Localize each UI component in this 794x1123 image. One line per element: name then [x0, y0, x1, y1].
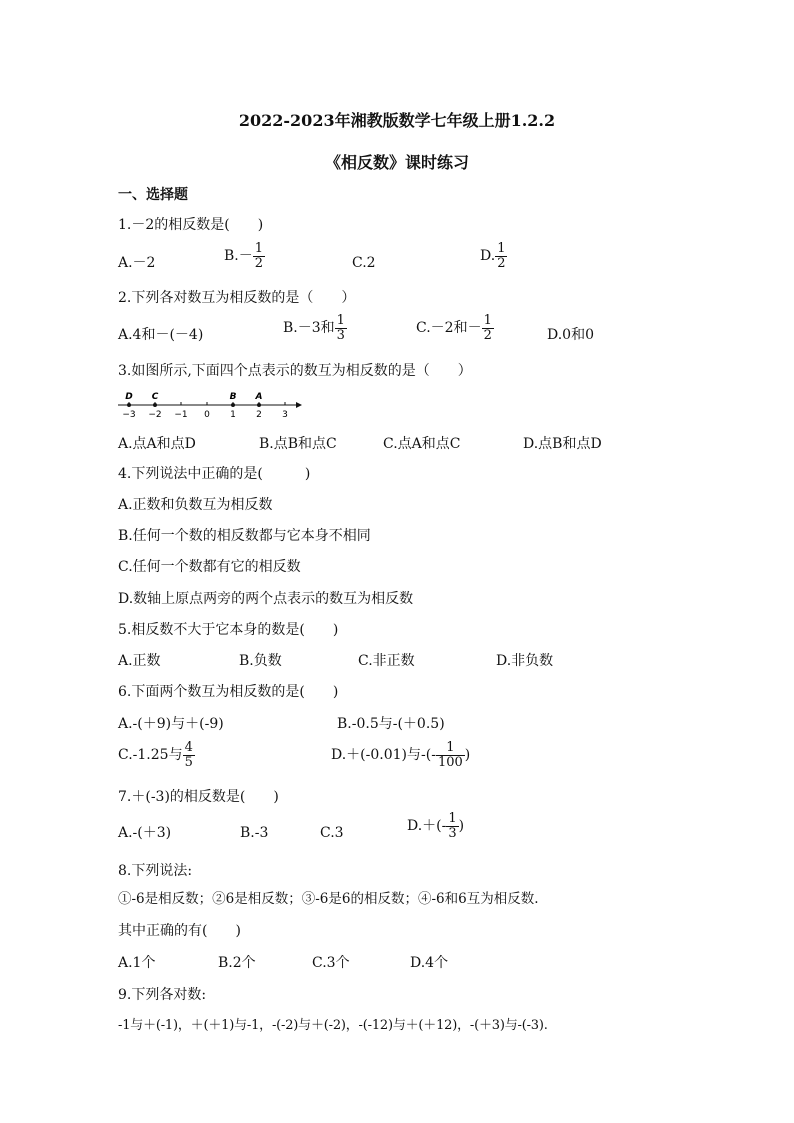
fraction-denominator: 3	[448, 825, 457, 841]
q8-ask: 其中正确的有( )	[118, 923, 241, 939]
q2-option-d: D.0和0	[547, 327, 594, 343]
number-line-point	[127, 403, 131, 407]
q5-option-d: D.非负数	[496, 653, 554, 669]
q3-option-c: C.点A和点C	[383, 436, 461, 452]
q9-stem: 9.下列各对数:	[118, 987, 207, 1003]
q4-option-c: C.任何一个数都有它的相反数	[118, 559, 301, 575]
q7-option-d	[407, 812, 464, 840]
q3-option-d: D.点B和点D	[523, 436, 602, 452]
fraction-denominator: 2	[497, 255, 506, 271]
q7-option-c: C.3	[320, 825, 344, 841]
q1-option-d	[480, 242, 507, 270]
q6-option-d-fraction	[436, 741, 465, 769]
q2-option-c-fraction	[482, 314, 494, 342]
q2-option-b-prefix: B.－3和	[283, 320, 335, 337]
fraction-denominator: 2	[483, 327, 492, 343]
fraction-numerator: 4	[184, 740, 193, 755]
q1-option-b-prefix: B.－	[224, 248, 253, 265]
q6-option-c	[118, 741, 195, 769]
number-line-tick-label: −3	[122, 410, 136, 420]
q5-option-b: B.负数	[239, 653, 282, 669]
q6-option-d-prefix: D.＋(-0.01)与-(-	[331, 747, 436, 764]
number-line-tick-label: 3	[282, 410, 288, 420]
q1-option-d-fraction	[495, 242, 507, 270]
q1-option-c: C.2	[352, 255, 376, 271]
q8-option-b: B.2个	[218, 955, 256, 971]
number-line-point-label: C	[151, 392, 159, 402]
q6-option-c-fraction	[183, 741, 195, 769]
q8-statements: ①-6是相反数；②6是相反数；③-6是6的相反数；④-6和6互为相反数.	[118, 891, 539, 907]
q5-option-a: A.正数	[118, 653, 161, 669]
fraction-numerator: 1	[497, 241, 506, 256]
q4-option-b: B.任何一个数的相反数都与它本身不相同	[118, 528, 371, 544]
q4-stem: 4.下列说法中正确的是( )	[118, 466, 311, 482]
q6-option-d-suffix: )	[464, 747, 471, 764]
q9-pairs: -1与＋(-1)，＋(＋1)与-1，-(-2)与＋(-2)，-(-12)与＋(＋12)，-(＋3)与-(-3).	[118, 1018, 548, 1033]
number-line-point-label: A	[255, 392, 263, 402]
q2-option-b-fraction	[335, 314, 347, 342]
q8-option-c: C.3个	[312, 955, 350, 971]
q1-stem: 1.－2的相反数是( )	[118, 217, 264, 233]
fraction-numerator: 1	[436, 741, 465, 756]
q7-option-a: A.-(＋3)	[118, 825, 172, 841]
number-line-point	[257, 403, 261, 407]
q7-option-d-suffix: )	[458, 818, 465, 835]
fraction-numerator: 1	[483, 313, 492, 328]
q2-option-a: A.4和－(－4)	[118, 327, 204, 343]
q8-stem: 8.下列说法:	[118, 863, 193, 879]
q3-option-a: A.点A和点D	[118, 436, 196, 452]
fraction-numerator: 1	[448, 811, 457, 826]
q6-stem: 6.下面两个数互为相反数的是( )	[118, 684, 339, 700]
number-line-tick-label: −2	[148, 410, 162, 420]
q6-option-a: A.-(＋9)与＋(-9)	[118, 716, 224, 732]
q2-option-c	[416, 314, 494, 342]
number-line-point	[231, 403, 235, 407]
section-heading: 一、选择题	[118, 187, 188, 203]
q5-option-c: C.非正数	[358, 653, 415, 669]
fraction-numerator: 1	[336, 313, 345, 328]
q6-option-d	[331, 741, 470, 769]
q4-option-d: D.数轴上原点两旁的两个点表示的数互为相反数	[118, 591, 414, 607]
q1-option-d-prefix: D.	[480, 248, 496, 265]
q7-option-d-prefix: D.＋(-	[407, 818, 447, 835]
fraction-denominator: 100	[437, 754, 463, 770]
q1-option-a: A.－2	[118, 255, 156, 271]
q7-stem: 7.＋(-3)的相反数是( )	[118, 789, 279, 805]
q3-stem: 3.如图所示,下面四个点表示的数互为相反数的是（ ）	[118, 363, 472, 379]
number-line-arrow	[296, 402, 302, 408]
number-line-figure	[116, 389, 306, 423]
q2-option-c-prefix: C.－2和－	[416, 320, 482, 337]
number-line-tick-label: −1	[174, 410, 188, 420]
number-line-tick-label: 2	[256, 410, 262, 420]
q6-option-b: B.-0.5与-(＋0.5)	[337, 716, 445, 732]
q2-option-b	[283, 314, 347, 342]
q7-option-d-fraction	[446, 812, 458, 840]
q8-option-d: D.4个	[410, 955, 449, 971]
q5-stem: 5.相反数不大于它本身的数是( )	[118, 622, 339, 638]
title-line-2: 《相反数》课时练习	[324, 153, 469, 172]
number-line-point-label: D	[125, 392, 133, 402]
q1-option-b-fraction	[253, 242, 265, 270]
q4-option-a: A.正数和负数互为相反数	[118, 497, 273, 513]
fraction-denominator: 5	[184, 754, 193, 770]
q6-option-c-prefix: C.-1.25与	[118, 747, 183, 764]
fraction-numerator: 1	[254, 241, 264, 256]
fraction-denominator: 2	[254, 255, 264, 271]
q7-option-b: B.-3	[240, 825, 269, 841]
fraction-denominator: 3	[336, 327, 345, 343]
number-line-tick-label: 1	[230, 410, 236, 420]
number-line-point	[153, 403, 157, 407]
title-line-1: 2022-2023年湘教版数学七年级上册1.2.2	[238, 111, 556, 130]
number-line-tick-label: 0	[204, 410, 210, 420]
q2-stem: 2.下列各对数互为相反数的是（ ）	[118, 290, 356, 306]
q3-option-b: B.点B和点C	[259, 436, 337, 452]
q1-option-b	[224, 242, 265, 270]
number-line-point-label: B	[229, 392, 237, 402]
q8-option-a: A.1个	[118, 955, 156, 971]
